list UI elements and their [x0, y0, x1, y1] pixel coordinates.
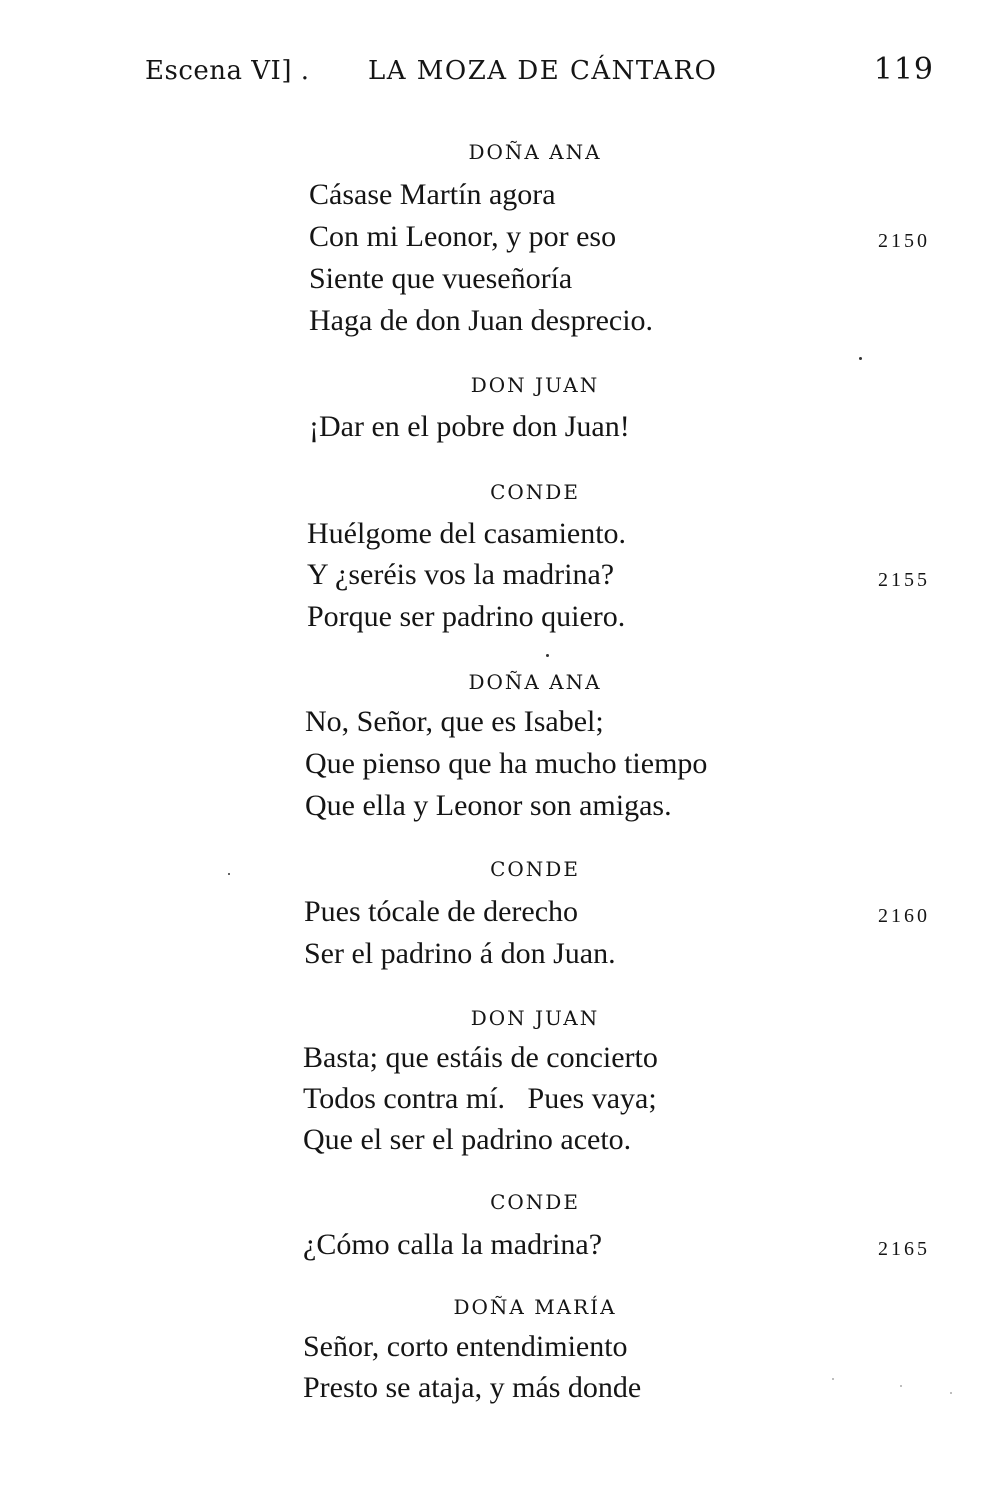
verse-line: Ser el padrino á don Juan. [304, 937, 616, 970]
scan-speck [832, 1378, 834, 1380]
speaker-name: DOÑA MARÍA [453, 1295, 617, 1319]
verse-line: ¡Dar en el pobre don Juan! [309, 410, 630, 443]
verse-line: Presto se ataja, y más donde [303, 1371, 642, 1404]
verse-line: Pues tócale de derecho [304, 895, 579, 928]
verse-line: Porque ser padrino quiero. [307, 600, 626, 633]
scene-label: Escena VI] . [145, 56, 310, 86]
verse-line: Basta; que estáis de concierto [303, 1041, 658, 1074]
verse-line: No, Señor, que es Isabel; [305, 705, 604, 738]
verse-line: Y ¿seréis vos la madrina? [307, 558, 615, 591]
running-title: LA MOZA DE CÁNTARO [368, 56, 718, 86]
verse-line: ¿Cómo calla la madrina? [303, 1228, 603, 1261]
verse-line: Haga de don Juan desprecio. [309, 304, 654, 337]
verse-line: Con mi Leonor, y por eso [309, 220, 617, 253]
verse-line: Señor, corto entendimiento [303, 1330, 628, 1363]
verse-line: Siente que vueseñoría [309, 262, 573, 295]
speaker-name: DOÑA ANA [468, 140, 602, 164]
line-number: 2165 [878, 1238, 930, 1260]
verse-line: Que el ser el padrino aceto. [303, 1123, 632, 1156]
speaker-name: DON JUAN [470, 1006, 600, 1030]
scan-speck [950, 1392, 952, 1394]
verse-line: Que ella y Leonor son amigas. [305, 789, 672, 822]
verse-line: Todos contra mí. Pues vaya; [303, 1082, 657, 1115]
line-number: 2155 [878, 569, 930, 591]
speaker-name: CONDE [490, 1190, 580, 1214]
verse-line: Huélgome del casamiento. [307, 517, 627, 550]
scan-speck [900, 1385, 902, 1387]
scan-speck [859, 357, 862, 360]
speaker-name: DOÑA ANA [468, 670, 602, 694]
verse-line: Cásase Martín agora [309, 178, 556, 211]
speaker-name: DON JUAN [470, 373, 600, 397]
scan-speck [228, 873, 230, 875]
speaker-name: CONDE [490, 857, 580, 881]
line-number: 2160 [878, 905, 930, 927]
line-number: 2150 [878, 230, 930, 252]
scan-speck [546, 654, 549, 657]
speaker-name: CONDE [490, 480, 580, 504]
page-number: 119 [873, 52, 934, 87]
verse-line: Que pienso que ha mucho tiempo [305, 747, 708, 780]
